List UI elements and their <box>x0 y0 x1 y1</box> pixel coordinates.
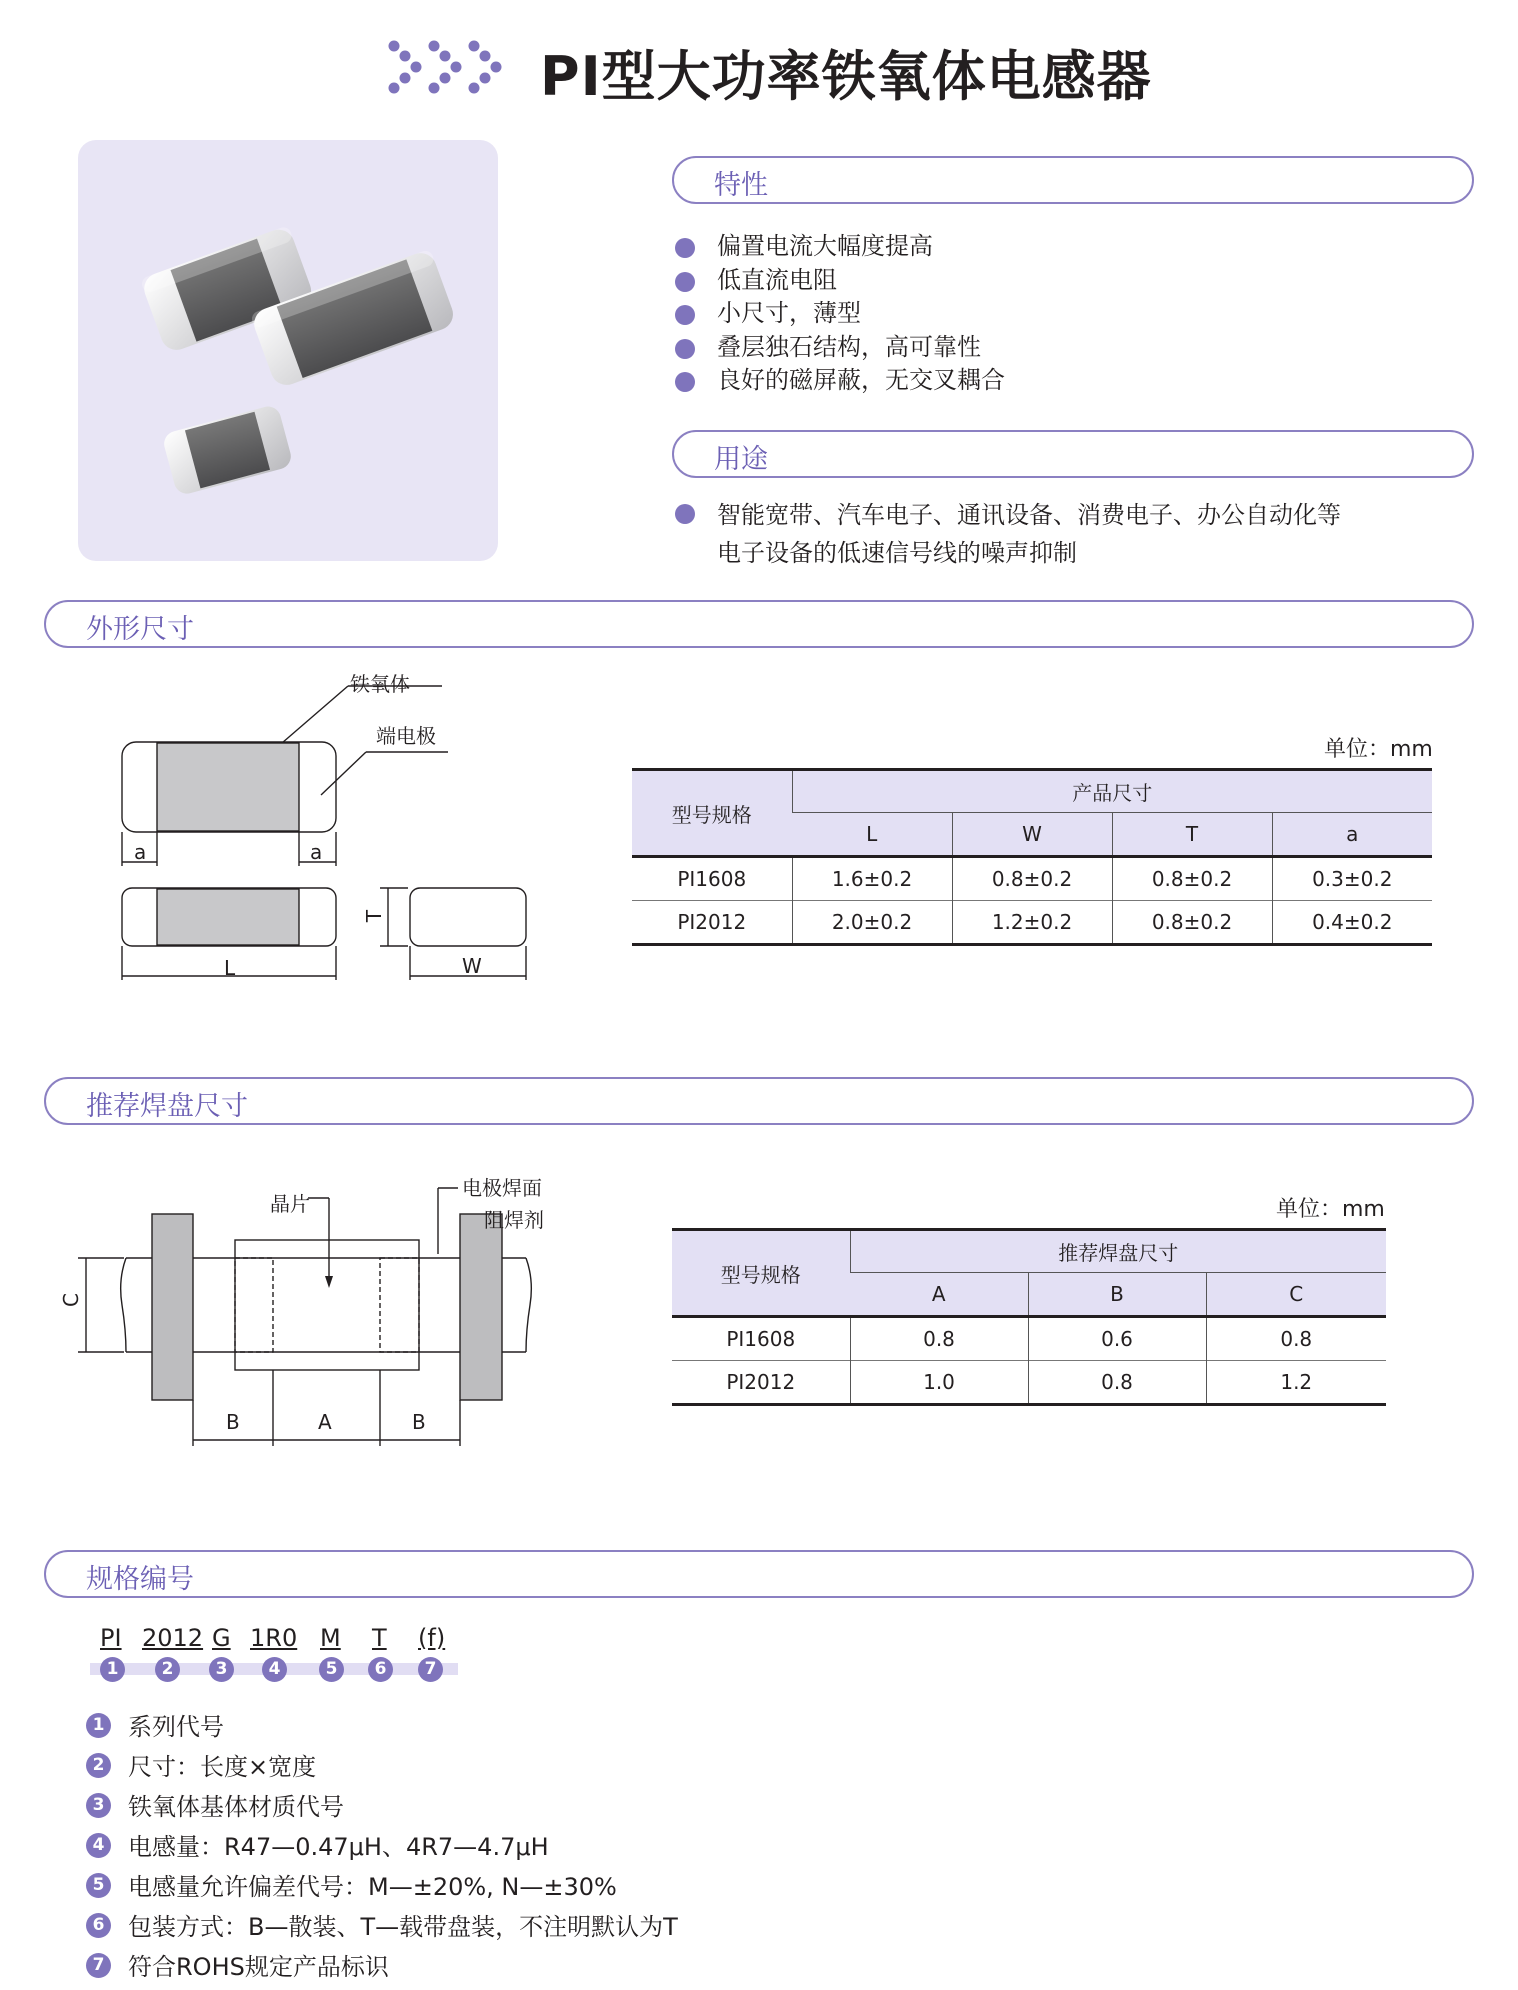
applications-line2: 电子设备的低速信号线的噪声抑制 <box>717 539 1077 567</box>
legend-number-badge: 1 <box>86 1713 111 1738</box>
table-row <box>672 1361 1386 1405</box>
list-item: 小尺寸，薄型 <box>673 297 1005 331</box>
electrode-face-label: 电极焊面 <box>462 1176 542 1200</box>
table-row <box>672 1317 1386 1361</box>
column-header: B <box>1028 1273 1206 1317</box>
dimension-drawing <box>100 660 540 990</box>
value-cell: 0.8 <box>850 1317 1028 1361</box>
model-cell: PI1608 <box>672 1317 850 1361</box>
value-cell: 0.8±0.2 <box>1112 901 1272 945</box>
dim-b-left-label: B <box>226 1410 240 1434</box>
legend-number-badge: 5 <box>86 1873 111 1898</box>
legend-number-badge: 3 <box>86 1793 111 1818</box>
list-item <box>86 1830 678 1870</box>
code-segment: 1R0 <box>250 1624 298 1652</box>
dim-a-label: A <box>318 1410 332 1434</box>
list-item <box>86 1950 678 1990</box>
group-header: 产品尺寸 <box>792 770 1432 813</box>
dim-t-label: T <box>362 909 387 923</box>
model-cell: PI2012 <box>672 1361 850 1405</box>
chip-label: 晶片 <box>270 1192 310 1216</box>
code-segment: M <box>320 1624 341 1652</box>
pads-table <box>672 1228 1386 1406</box>
column-header: T <box>1112 813 1272 857</box>
legend-text: 尺寸：长度×宽度 <box>128 1753 317 1781</box>
model-header: 型号规格 <box>672 1230 850 1317</box>
list-item <box>86 1910 678 1950</box>
dimensions-table <box>632 768 1432 946</box>
segment-number-badge: 1 <box>100 1657 125 1682</box>
applications-line1: 智能宽带、汽车电子、通讯设备、消费电子、办公自动化等 <box>717 501 1341 529</box>
features-list <box>673 230 1005 398</box>
segment-number-badge: 7 <box>418 1657 443 1682</box>
legend-text: 电感量允许偏差代号：M—±20%, N—±30% <box>128 1873 617 1901</box>
legend-number-badge: 2 <box>86 1753 111 1778</box>
value-cell: 1.2±0.2 <box>952 901 1112 945</box>
table-row <box>632 857 1432 901</box>
arrow-dots-icon <box>388 40 510 94</box>
page-title: PI型大功率铁氧体电感器 <box>540 45 1152 108</box>
value-cell: 2.0±0.2 <box>792 901 952 945</box>
dimensions-unit: 单位：mm <box>1324 737 1433 762</box>
applications-list <box>673 496 1341 572</box>
features-heading: 特性 <box>672 156 1474 204</box>
pads-unit: 单位：mm <box>1276 1197 1385 1222</box>
list-item <box>86 1870 678 1910</box>
code-segment: (f) <box>418 1624 446 1652</box>
model-header: 型号规格 <box>632 770 792 857</box>
pads-heading: 推荐焊盘尺寸 <box>44 1077 1474 1125</box>
value-cell: 1.0 <box>850 1361 1028 1405</box>
list-item: 低直流电阻 <box>673 264 1005 298</box>
segment-number-badge: 6 <box>368 1657 393 1682</box>
inductor-chips-image <box>78 140 498 561</box>
list-item <box>86 1790 678 1830</box>
value-cell: 1.6±0.2 <box>792 857 952 901</box>
list-item: 偏置电流大幅度提高 <box>673 230 1005 264</box>
dim-l-label: L <box>224 956 236 980</box>
list-item: 良好的磁屏蔽，无交叉耦合 <box>673 364 1005 398</box>
product-photo <box>78 140 498 561</box>
value-cell: 0.8 <box>1028 1361 1206 1405</box>
value-cell: 0.6 <box>1028 1317 1206 1361</box>
dim-a-right-label: a <box>310 840 323 864</box>
electrode-label: 端电极 <box>376 724 436 748</box>
column-header: C <box>1206 1273 1386 1317</box>
column-header: W <box>952 813 1112 857</box>
table-row <box>632 901 1432 945</box>
column-header: L <box>792 813 952 857</box>
solder-resist-label: 阻焊剂 <box>484 1208 544 1232</box>
legend-number-badge: 4 <box>86 1833 111 1858</box>
value-cell: 0.3±0.2 <box>1272 857 1432 901</box>
model-cell: PI2012 <box>632 901 792 945</box>
legend-text: 铁氧体基体材质代号 <box>128 1793 344 1821</box>
dim-c-label: C <box>58 1293 83 1307</box>
legend-number-badge: 6 <box>86 1913 111 1938</box>
list-item <box>86 1750 678 1790</box>
legend-text: 包装方式：B—散装、T—载带盘装，不注明默认为T <box>128 1913 678 1941</box>
value-cell: 0.8±0.2 <box>952 857 1112 901</box>
code-segment: T <box>372 1624 387 1652</box>
value-cell: 0.4±0.2 <box>1272 901 1432 945</box>
column-header: A <box>850 1273 1028 1317</box>
code-segment: PI <box>100 1624 122 1652</box>
value-cell: 0.8 <box>1206 1317 1386 1361</box>
list-item: 叠层独石结构，高可靠性 <box>673 331 1005 365</box>
code-segment: G <box>212 1624 231 1652</box>
column-header: a <box>1272 813 1432 857</box>
value-cell: 1.2 <box>1206 1361 1386 1405</box>
segment-number-badge: 5 <box>319 1657 344 1682</box>
list-item <box>86 1710 678 1750</box>
legend-text: 电感量：R47—0.47μH、4R7—4.7μH <box>128 1833 549 1861</box>
part-number-legend <box>86 1710 678 1990</box>
applications-heading: 用途 <box>672 430 1474 478</box>
legend-text: 系列代号 <box>128 1713 224 1741</box>
value-cell: 0.8±0.2 <box>1112 857 1272 901</box>
model-cell: PI1608 <box>632 857 792 901</box>
legend-number-badge: 7 <box>86 1953 111 1978</box>
group-header: 推荐焊盘尺寸 <box>850 1230 1386 1273</box>
dim-b-right-label: B <box>412 1410 426 1434</box>
segment-number-badge: 2 <box>155 1657 180 1682</box>
dim-w-label: W <box>462 954 482 978</box>
part-number-heading: 规格编号 <box>44 1550 1474 1598</box>
dimensions-heading: 外形尺寸 <box>44 600 1474 648</box>
dim-a-left-label: a <box>134 840 147 864</box>
code-segment: 2012 <box>142 1624 204 1652</box>
segment-number-badge: 4 <box>262 1657 287 1682</box>
legend-text: 符合ROHS规定产品标识 <box>128 1953 389 1981</box>
list-item <box>673 496 1341 572</box>
ferrite-label: 铁氧体 <box>350 672 410 696</box>
segment-number-badge: 3 <box>209 1657 234 1682</box>
